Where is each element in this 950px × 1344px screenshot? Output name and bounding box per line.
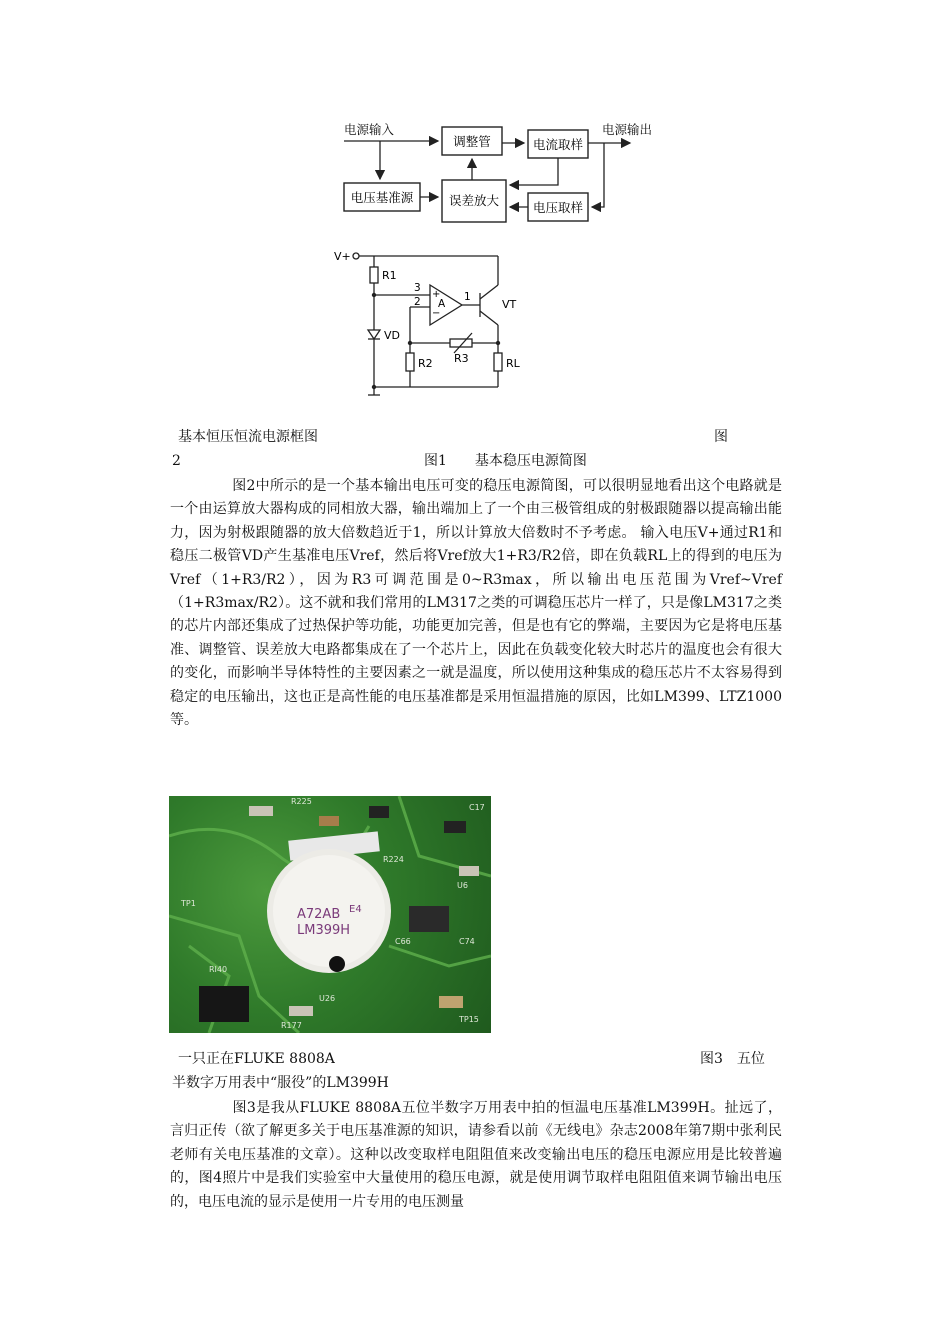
label-vplus: V+ [334, 250, 351, 263]
output-label: 电源输出 [602, 122, 653, 137]
regulator-label: 调整管 [453, 134, 491, 149]
chip-marking-1: A72AB [297, 907, 341, 922]
pcb-label-ri40: RI40 [209, 965, 228, 974]
label-r3: R3 [454, 352, 469, 365]
pcb-label-c74: C74 [459, 937, 475, 946]
label-pin2: 2 [414, 296, 421, 308]
body-paragraph-2 [170, 1097, 782, 1214]
photo-drawing [169, 796, 491, 1033]
voltage-sample-label: 电压取样 [532, 200, 584, 215]
label-vt: VT [502, 298, 517, 311]
pcb-label-tp1: TP1 [181, 899, 196, 908]
label-rl: RL [506, 357, 520, 370]
pcb-label-tp15: TP15 [459, 1015, 479, 1024]
pcb-label-r224: R224 [383, 855, 404, 864]
label-pin1: 1 [464, 291, 471, 303]
paragraph-2-text: 图3是我从FLUKE 8808A五位半数字万用表中拍的恒温电压基准LM399H。扯远了，言归正传（欲了解更多关于电压基准源的知识，请参看以前《无线电》杂志2008年第7期中张利民老师有关电压基准的文章）。这种以改变取样电阻阻值来改变输出电压的稳压电源应用是比较普遍的，图4照片中是我们实验室中大量使用的稳压电源，就是使用调节取样电阻阻值来调节输出电压的，电压电流的显示是使用一片专用的电压测量 [170, 1100, 782, 1210]
pcb-label-u26: U26 [319, 994, 336, 1003]
block-diagram [330, 115, 670, 230]
caption-photo-right: 图3 五位 [700, 1051, 765, 1067]
pcb-label-u6: U6 [457, 881, 468, 890]
regulator-schematic [330, 245, 540, 400]
pcb-label-r225: R225 [291, 797, 312, 806]
caption-fig1-title: 基本恒压恒流电源框图 [178, 429, 318, 445]
chip-marking-1b: E4 [349, 904, 362, 915]
pcb-label-c66: C66 [395, 937, 411, 946]
voltage-reference-label: 电压基准源 [350, 190, 414, 205]
caption-fig-number: 2 [172, 453, 181, 469]
pcb-label-c17: C17 [469, 803, 485, 812]
label-r1: R1 [382, 269, 397, 282]
current-sample-label: 电流取样 [532, 137, 584, 152]
caption-fig-marker: 图 [714, 429, 728, 445]
caption-photo-line2: 半数字万用表中“服役”的LM399H [172, 1075, 389, 1091]
caption-photo-left: 一只正在FLUKE 8808A [178, 1051, 335, 1067]
input-label: 电源输入 [344, 122, 395, 137]
label-plus: + [432, 289, 441, 300]
label-pin3: 3 [414, 282, 421, 294]
body-paragraph-1 [170, 475, 782, 732]
caption-fig2-title: 图1 基本稳压电源简图 [424, 453, 587, 469]
label-vd: VD [384, 329, 400, 342]
chip-marking-2: LM399H [297, 923, 351, 938]
label-minus: − [432, 308, 441, 319]
label-amp: A [438, 298, 446, 310]
error-amplifier-label: 误差放大 [448, 193, 500, 208]
pcb-label-r177: R177 [281, 1021, 302, 1030]
paragraph-1-text: 图2中所示的是一个基本输出电压可变的稳压电源简图，可以很明显地看出这个电路就是一个由运算放大器构成的同相放大器，输出端加上了一个由三极管组成的射极跟随器以提高输出能力，因为射极跟随器的放大倍数趋近于1，所以计算放大倍数时不予考虑。 输入电压V+通过R1和稳压二极管VD产生基准电压Vref，然后将Vref放大1+R3/R2倍，即在负载RL上的得到的电压为Vref（1+R3/R2），因为R3可调范围是0~R3max，所以输出电压范围为Vref~Vref（1+R3max/R2）。这不就和我们常用的LM317之类的可调稳压芯片一样了，只是像LM317之类的芯片内部还集成了过热保护等功能，功能更加完善，但是也有它的弊端，主要因为它是将电压基准、调整管、误差放大电路都集成在了一个芯片上，因此在负载变化较大时芯片的温度也会有很大的变化，而影响半导体特性的主要因素之一就是温度，所以使用这种集成的稳压芯片不太容易得到稳定的电压输出，这也正是高性能的电压基准都是采用恒温措施的原因，比如LM399、LTZ1000等。 [170, 478, 782, 729]
lm399h-photo [169, 796, 491, 1033]
label-r2: R2 [418, 357, 433, 370]
